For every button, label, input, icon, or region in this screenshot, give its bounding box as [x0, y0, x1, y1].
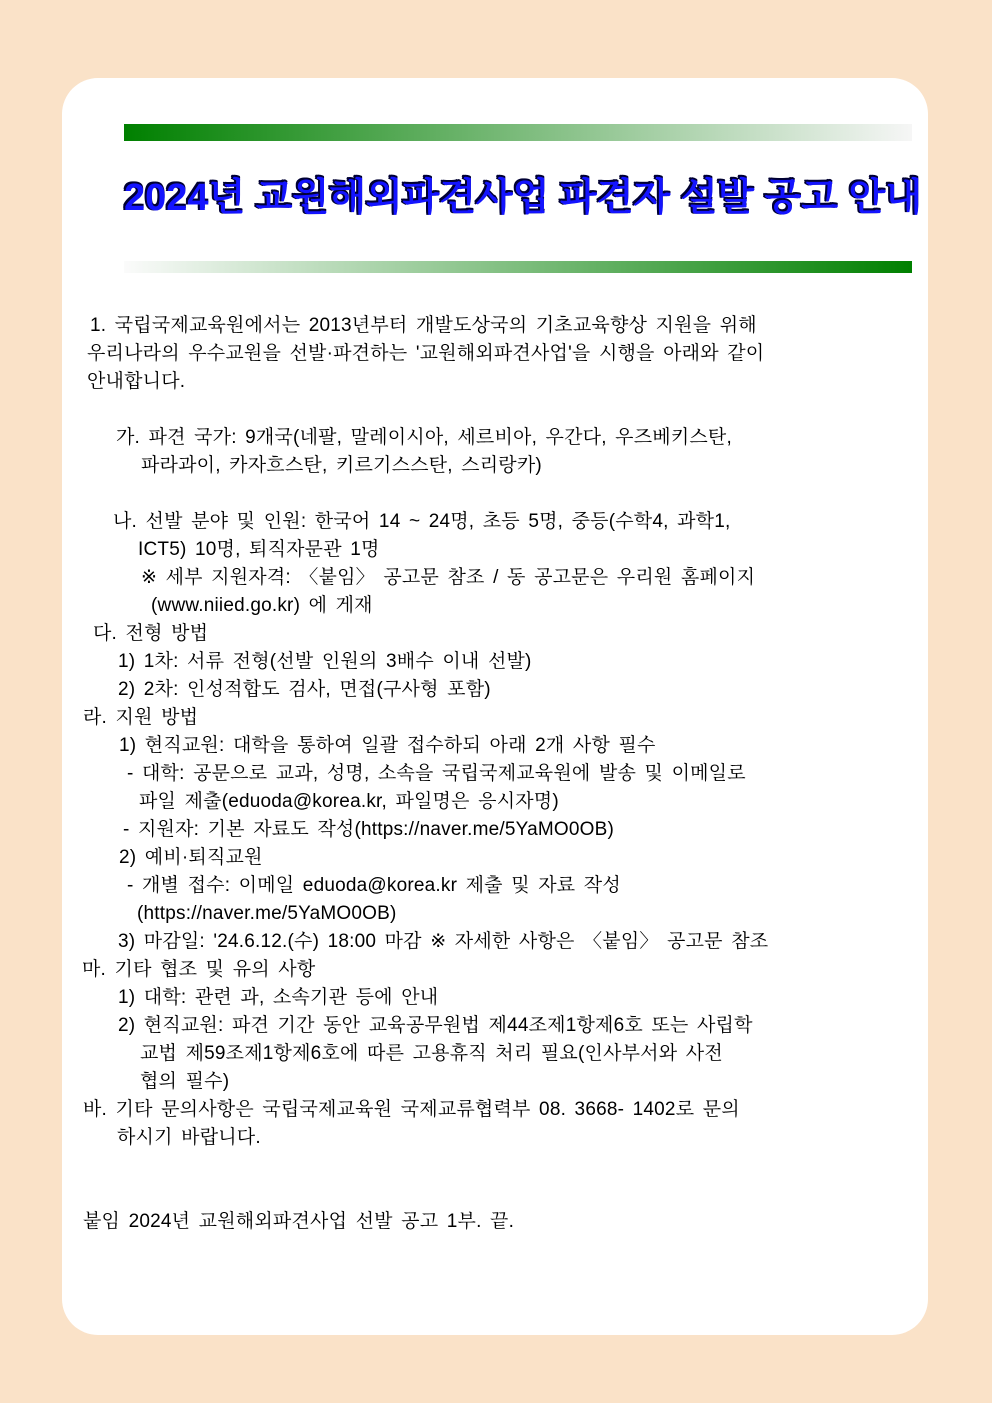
text-line: 라. 지원 방법	[83, 707, 199, 728]
text-line: 교법 제59조제1항제6호에 따른 고용휴직 처리 필요(인사부서와 사전	[140, 1043, 723, 1064]
text-line: 붙임 2024년 교원해외파견사업 선발 공고 1부. 끝.	[83, 1211, 515, 1232]
text-line: 우리나라의 우수교원을 선발·파견하는 '교원해외파견사업'을 시행을 아래와 같이	[87, 343, 765, 364]
text-line: (https://naver.me/5YaMO0OB)	[137, 903, 397, 924]
text-line: 안내합니다.	[87, 371, 186, 392]
text-line: 협의 필수)	[140, 1071, 230, 1092]
text-line: (www.niied.go.kr) 에 게재	[151, 595, 373, 616]
text-line: - 대학: 공문으로 교과, 성명, 소속을 국립국제교육원에 발송 및 이메일로	[127, 763, 746, 784]
text-line: 파일 제출(eduoda@korea.kr, 파일명은 응시자명)	[139, 791, 559, 812]
text-line: 1) 현직교원: 대학을 통하여 일괄 접수하되 아래 2개 사항 필수	[119, 735, 656, 756]
text-line	[82, 1152, 912, 1180]
text-line: 3) 마감일: '24.6.12.(수) 18:00 마감 ※ 자세한 사항은 〈붙임〉 공고문 참조	[118, 931, 769, 952]
text-line	[82, 1180, 912, 1208]
document-body	[62, 312, 928, 1236]
text-line: 가. 파견 국가: 9개국(네팔, 말레이시아, 세르비아, 우간다, 우즈베키스탄,	[116, 427, 732, 448]
text-line: 바. 기타 문의사항은 국립국제교육원 국제교류협력부 08. 3668- 1402로 문의	[83, 1099, 740, 1120]
text-line: 마. 기타 협조 및 유의 사항	[82, 959, 316, 980]
text-line: 1. 국립국제교육원에서는 2013년부터 개발도상국의 기초교육향상 지원을 위해	[90, 315, 757, 336]
text-line: 하시기 바랍니다.	[117, 1127, 261, 1148]
text-line: - 지원자: 기본 자료도 작성(https://naver.me/5YaMO0OB)	[123, 819, 614, 840]
text-line: 파라과이, 카자흐스탄, 키르기스스탄, 스리랑카)	[141, 455, 542, 476]
text-line: 다. 전형 방법	[93, 623, 209, 644]
text-line: 2) 2차: 인성적합도 검사, 면접(구사형 포함)	[118, 679, 491, 700]
text-line: - 개별 접수: 이메일 eduoda@korea.kr 제출 및 자료 작성	[127, 875, 621, 896]
header-gradient-bar-bottom	[124, 261, 912, 273]
text-line: 1) 1차: 서류 전형(선발 인원의 3배수 이내 선발)	[118, 651, 532, 672]
header-gradient-bar-top	[124, 124, 912, 141]
document-card	[62, 78, 928, 1335]
text-line: 나. 선발 분야 및 인원: 한국어 14 ~ 24명, 초등 5명, 중등(수학4, 과학1,	[113, 511, 731, 532]
document-title: 2024년 교원해외파견사업 파견자 설발 공고 안내	[124, 177, 923, 219]
text-line: 2) 현직교원: 파견 기간 동안 교육공무원법 제44조제1항제6호 또는 사립학	[118, 1015, 753, 1036]
text-line: ICT5) 10명, 퇴직자문관 1명	[138, 539, 380, 560]
text-line	[82, 480, 912, 508]
text-line	[82, 396, 912, 424]
text-line: 2) 예비·퇴직교원	[119, 847, 263, 868]
title-container	[124, 175, 923, 221]
text-line: ※ 세부 지원자격: 〈붙임〉 공고문 참조 / 동 공고문은 우리원 홈페이지	[141, 567, 756, 588]
text-line: 1) 대학: 관련 과, 소속기관 등에 안내	[118, 987, 439, 1008]
